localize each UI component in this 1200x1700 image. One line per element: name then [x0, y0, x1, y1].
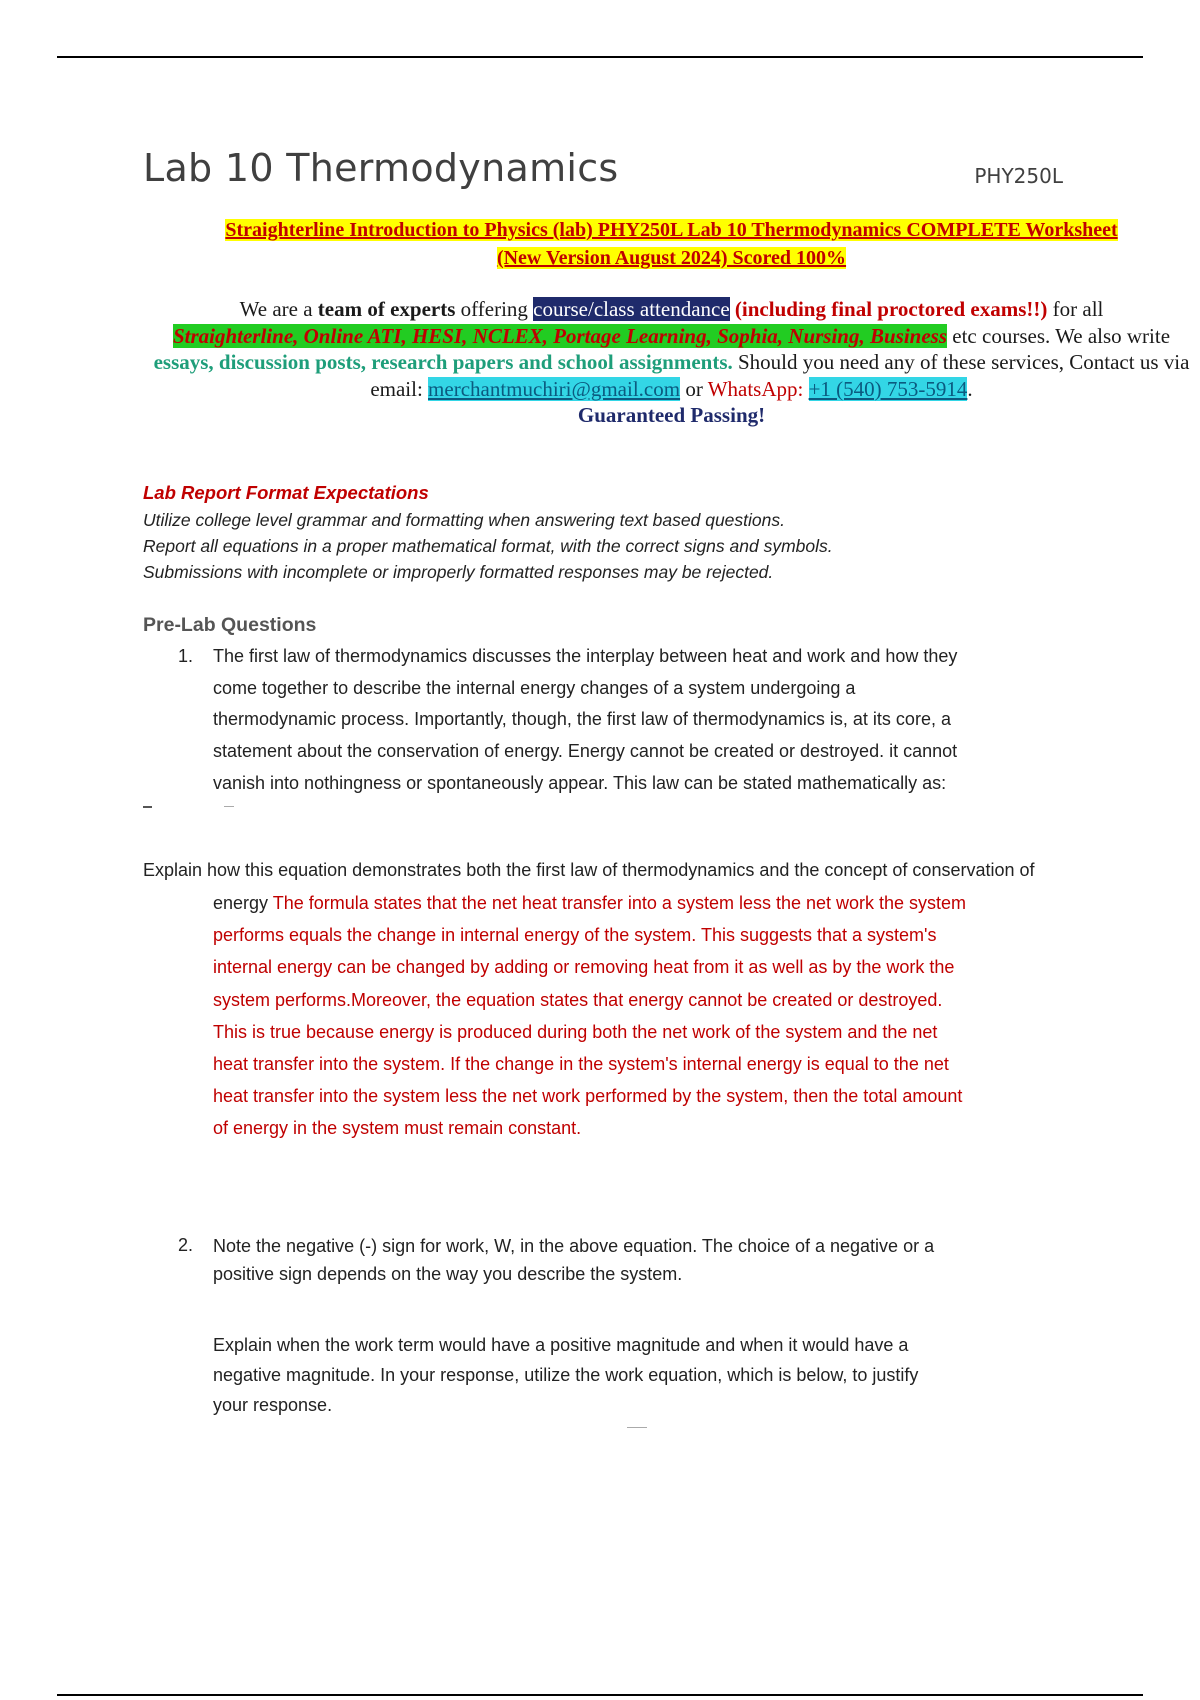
- title-row: [143, 146, 1063, 196]
- answer-line: heat transfer into the system. If the change in the system's internal energy is equal to the net: [213, 1054, 949, 1075]
- equation-placeholder-mark: [627, 1427, 647, 1428]
- guarantee-text: Guaranteed Passing!: [577, 403, 766, 427]
- format-line: Utilize college level grammar and formatting when answering text based questions.: [143, 510, 785, 530]
- question-1-text: [213, 641, 1113, 800]
- prelab-heading: Pre-Lab Questions: [143, 614, 317, 636]
- page-title: Lab 10 Thermodynamics: [143, 146, 619, 190]
- top-rule: [57, 56, 1143, 58]
- answer-block: [213, 887, 1113, 1145]
- equation-placeholder-mark: [224, 806, 234, 807]
- promo-course-list: Straighterline, Online ATI, HESI, NCLEX, Portage Learning, Sophia, Nursing, Business: [172, 323, 948, 348]
- answer-text: The formula states that the net heat transfer into a system less the net work the system: [272, 893, 967, 913]
- question-number: 2.: [178, 1235, 194, 1255]
- promo-attendance: course/class attendance: [533, 297, 730, 321]
- question-line: vanish into nothingness or spontaneously appear. This law can be stated mathematically as:: [213, 772, 947, 793]
- question-line: Note the negative (-) sign for work, W, in the above equation. The choice of a negative or a: [213, 1236, 935, 1256]
- bottom-rule: [57, 1694, 1143, 1696]
- format-line: Submissions with incomplete or improperly formatted responses may be rejected.: [143, 562, 774, 582]
- answer-line: [213, 887, 1113, 919]
- promo-paragraph: [143, 296, 1200, 429]
- question-line: come together to describe the internal energy changes of a system undergoing a: [213, 677, 856, 698]
- promo-text: We are a: [239, 297, 318, 321]
- answer-line: This is true because energy is produced during both the net work of the system and the net: [213, 1021, 938, 1042]
- question-line: your response.: [213, 1395, 333, 1415]
- question-number: 1.: [178, 646, 194, 666]
- question-line: positive sign depends on the way you describe the system.: [213, 1264, 683, 1284]
- promo-text: etc courses. We also write: [947, 323, 1171, 348]
- promo-headline-line-1: Straighterline Introduction to Physics (lab) PHY250L Lab 10 Thermodynamics COMPLETE Worksheet: [225, 219, 1118, 241]
- format-heading: Lab Report Format Expectations: [143, 482, 429, 503]
- promo-text: or: [680, 376, 708, 401]
- answer-line: internal energy can be changed by adding or removing heat from it as well as by the work the: [213, 957, 955, 978]
- promo-text: .: [967, 376, 973, 401]
- phone-link[interactable]: +1 (540) 753-5914: [808, 376, 968, 401]
- answer-line: performs equals the change in internal energy of the system. This suggests that a system's: [213, 925, 937, 946]
- question-2-explain: [213, 1330, 1113, 1420]
- question-line: The first law of thermodynamics discusses the interplay between heat and work and how they: [213, 646, 958, 666]
- promo-exams: (including final proctored exams!!): [734, 297, 1048, 321]
- promo-text: Should you need any of these services, Contact us via email:: [370, 350, 1190, 401]
- whatsapp-label: WhatsApp:: [707, 376, 809, 401]
- promo-text: for all: [1047, 297, 1104, 321]
- promo-services: essays, discussion posts, research papers and school assignments.: [153, 350, 733, 374]
- question-line: Explain when the work term would have a positive magnitude and when it would have a: [213, 1335, 909, 1355]
- format-line: Report all equations in a proper mathematical format, with the correct signs and symbols.: [143, 536, 833, 556]
- question-2-text: [213, 1232, 1113, 1288]
- promo-team: team of experts: [317, 297, 456, 321]
- equation-placeholder-mark: [143, 806, 152, 808]
- explain-prompt-cont: energy: [213, 893, 273, 913]
- promo-text: offering: [455, 297, 534, 321]
- answer-line: of energy in the system must remain constant.: [213, 1118, 582, 1139]
- question-line: statement about the conservation of energy. Energy cannot be created or destroyed. it cannot: [213, 741, 958, 762]
- question-line: negative magnitude. In your response, utilize the work equation, which is below, to justify: [213, 1365, 919, 1385]
- promo-headline: [143, 216, 1200, 272]
- course-code: PHY250L: [974, 164, 1063, 188]
- explain-prompt: Explain how this equation demonstrates both the first law of thermodynamics and the concept of conservation of: [143, 860, 1035, 880]
- answer-line: heat transfer into the system less the net work performed by the system, then the total amount: [213, 1086, 963, 1107]
- question-line: thermodynamic process. Importantly, though, the first law of thermodynamics is, at its core, a: [213, 709, 951, 730]
- answer-line: system performs.Moreover, the equation states that energy cannot be created or destroyed.: [213, 989, 943, 1010]
- promo-headline-line-2: (New Version August 2024) Scored 100%: [496, 247, 847, 269]
- email-link[interactable]: merchantmuchiri@gmail.com: [428, 376, 681, 401]
